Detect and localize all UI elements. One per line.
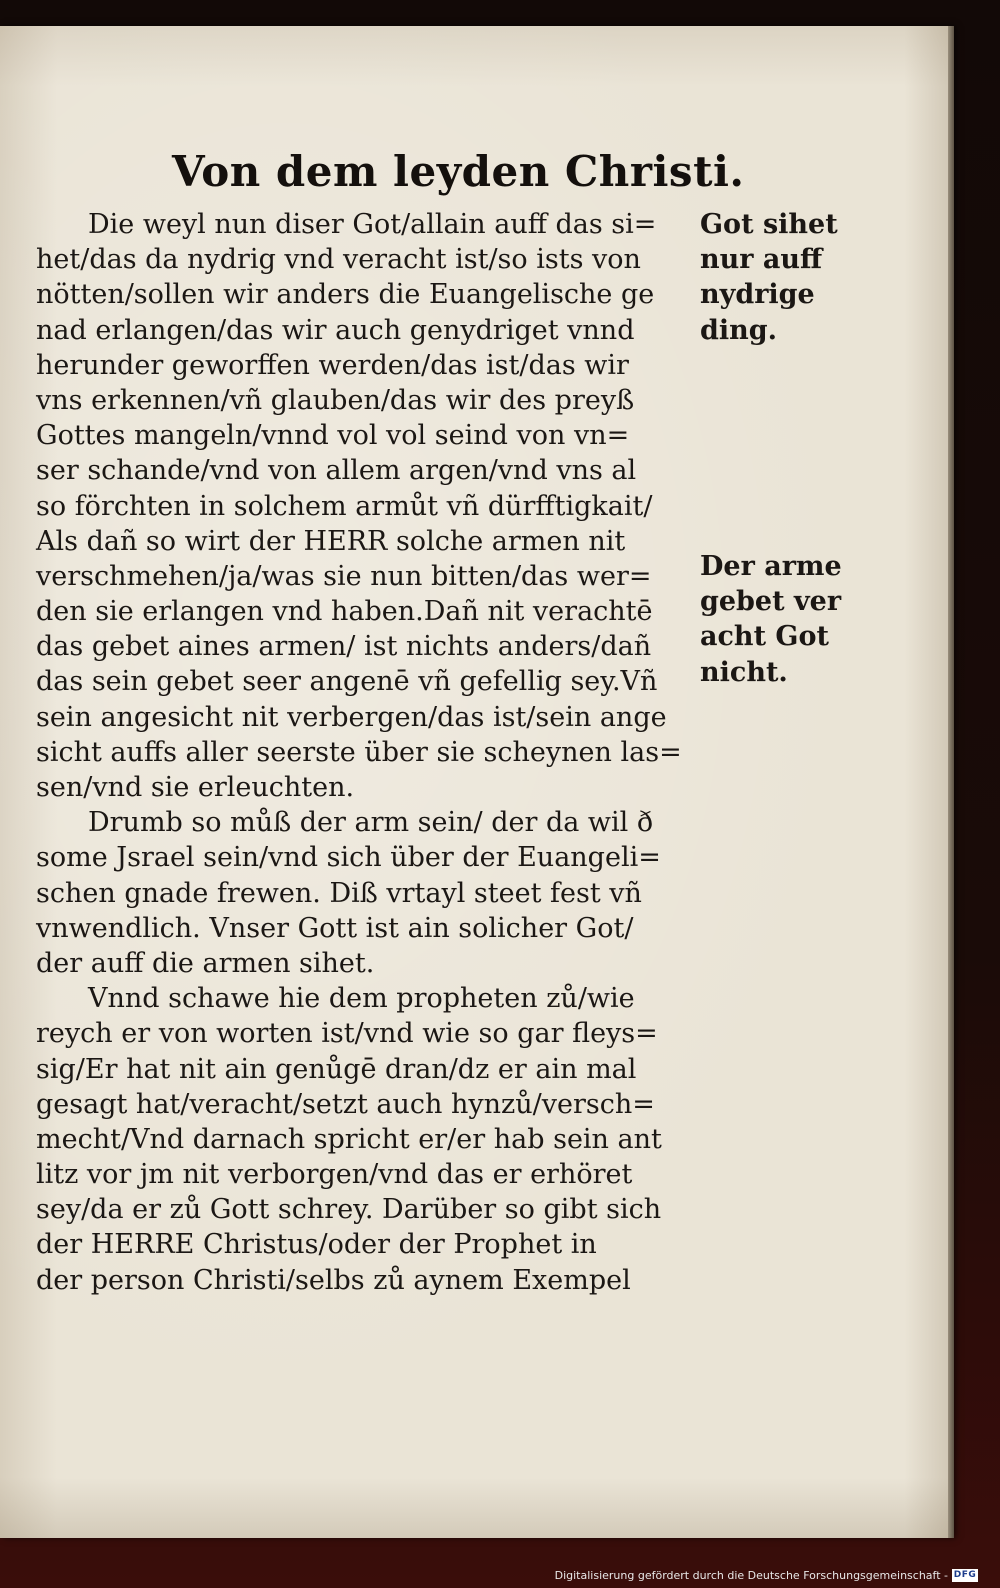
digitization-credit <box>555 1566 978 1584</box>
margin-note-line: acht Got <box>700 621 829 653</box>
body-line: sicht auffs aller seerste über sie scheynen las= <box>36 736 682 768</box>
body-line: sein angesicht nit verbergen/das ist/sein ange <box>36 701 667 733</box>
page-edge <box>948 26 954 1538</box>
margin-note-line: nydrige <box>700 279 815 311</box>
margin-note-line: nicht. <box>700 656 788 688</box>
body-line: reych er von worten ist/vnd wie so gar fleys= <box>36 1018 658 1050</box>
body-line: Gottes mangeln/vnnd vol vol seind von vn= <box>36 420 630 452</box>
margin-note-2 <box>700 549 860 690</box>
body-line: so förchten in solchem armůt vñ dürfftigkait/ <box>36 490 653 522</box>
body-line: mecht/Vnd darnach spricht er/er hab sein ant <box>36 1123 662 1155</box>
dfg-logo-icon: DFG <box>953 1570 977 1580</box>
body-line: herunder geworffen werden/das ist/das wir <box>36 349 629 381</box>
body-line: Drumb so můß der arm sein/ der da wil ð <box>88 807 654 839</box>
margin-note-line: ding. <box>700 314 778 346</box>
body-line: das sein gebet seer angenē vñ gefellig sey.Vñ <box>36 666 658 698</box>
body-line: Die weyl nun diser Got/allain auff das si= <box>88 209 657 240</box>
margin-note-1 <box>700 207 860 348</box>
body-line: ser schande/vnd von allem argen/vnd vns al <box>36 455 637 487</box>
body-line: schen gnade frewen. Diß vrtayl steet fest vñ <box>36 877 642 909</box>
body-line: het/das da nydrig vnd veracht ist/so ists von <box>36 244 641 276</box>
page-heading: Von dem leyden Christi. <box>172 147 745 196</box>
body-line: Als dañ so wirt der HERR solche armen nit <box>36 525 626 557</box>
body-line: der auff die armen sihet. <box>36 947 375 979</box>
margin-note-line: gebet ver <box>700 586 842 618</box>
book-page <box>0 26 952 1538</box>
body-line: litz vor jm nit verborgen/vnd das er erhöret <box>36 1159 633 1191</box>
credit-text: Digitalisierung gefördert durch die Deutsche Forschungsgemeinschaft - <box>554 1568 948 1582</box>
margin-note-line: nur auff <box>700 244 823 276</box>
body-line: some Jsrael sein/vnd sich über der Euangeli= <box>36 842 661 874</box>
margin-note-line: Got sihet <box>700 209 838 240</box>
body-line: den sie erlangen vnd haben.Dañ nit verachtē <box>36 596 653 628</box>
body-line: das gebet aines armen/ ist nichts anders/dañ <box>36 631 652 663</box>
body-line: nötten/sollen wir anders die Euangelische ge <box>36 279 655 311</box>
body-line: Vnnd schawe hie dem propheten zů/wie <box>88 983 635 1015</box>
body-line: vnwendlich. Vnser Gott ist ain solicher Got/ <box>36 912 634 944</box>
body-line: sig/Er hat nit ain genůgē dran/dz er ain mal <box>36 1053 637 1085</box>
body-line: sen/vnd sie erleuchten. <box>36 772 355 803</box>
body-line: der person Christi/selbs zů aynem Exempel <box>36 1264 631 1296</box>
margin-note-line: Der arme <box>700 551 842 582</box>
body-text <box>36 207 696 1298</box>
body-line: gesagt hat/veracht/setzt auch hynzů/versch= <box>36 1088 655 1120</box>
body-line: sey/da er zů Gott schrey. Darüber so gibt sich <box>36 1194 662 1226</box>
body-line: verschmehen/ja/was sie nun bitten/das wer= <box>36 560 652 592</box>
body-line: vns erkennen/vñ glauben/das wir des preyß <box>36 384 635 416</box>
body-line: der HERRE Christus/oder der Prophet in <box>36 1229 597 1261</box>
body-line: nad erlangen/das wir auch genydriget vnnd <box>36 314 635 346</box>
